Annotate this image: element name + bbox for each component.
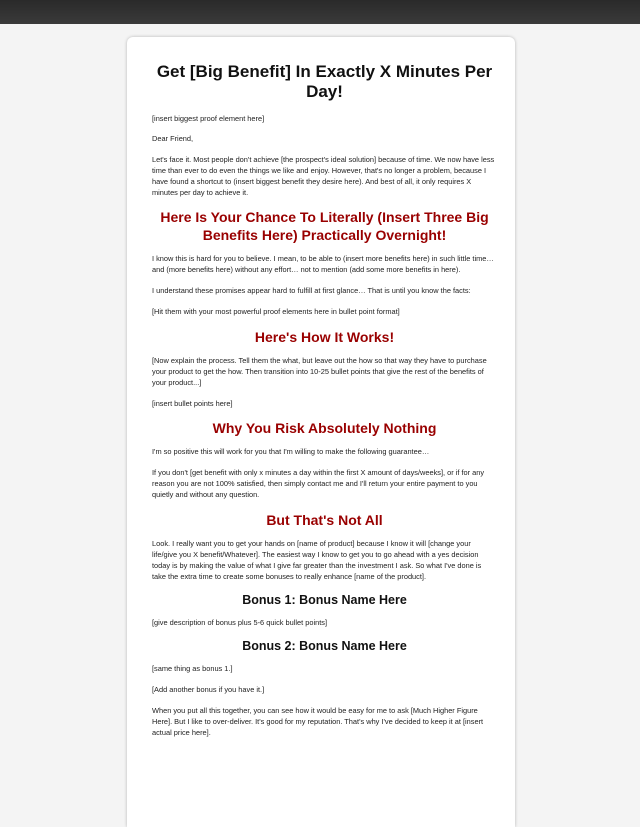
- proof-placeholder: [insert biggest proof element here]: [152, 114, 265, 123]
- sales-letter-page: [127, 37, 515, 827]
- add-bonus-paragraph: [Add another bonus if you have it.]: [152, 685, 265, 694]
- explain-process-paragraph: [Now explain the process. Tell them the what, but leave out the how so that way they have to purchase your product to get the how. Then transition into 10-25 bullet points that give the rest of the benefits of your product...]: [152, 356, 487, 387]
- subheadline-how-it-works: Here's How It Works!: [254, 329, 395, 345]
- bonus-1-title: Bonus 1: Bonus Name Here: [242, 593, 407, 607]
- browser-top-bar: [0, 0, 640, 24]
- promises-paragraph: I understand these promises appear hard to fulfill at first glance… That is until you know the facts:: [152, 286, 471, 295]
- bonus-2-description: [same thing as bonus 1.]: [152, 664, 233, 673]
- bonuses-intro-paragraph: Look. I really want you to get your hands on [name of product] because I know it will [change your life/give you X benefit/Whatever]. The easiest way I know to get you to go ahead with a yes decision today is by making the value of what I give far greater than the investment I ask. So what I've done is take the extra time to create some bonuses to really enhance [name of the product].: [152, 539, 482, 581]
- subheadline-risk: Why You Risk Absolutely Nothing: [212, 420, 437, 436]
- subheadline-chance: Here Is Your Chance To Literally (Insert Three Big Benefits Here) Practically Overnight!: [160, 209, 489, 243]
- greeting: Dear Friend,: [152, 134, 194, 143]
- intro-paragraph: Let's face it. Most people don't achieve [the prospect's ideal solution] because of time. We now have less time than ever to do even the things we like and enjoy. However, that's no longer a problem, because I have found a shortcut to (insert biggest benefit they desire here). And best of all, it only requires X minutes per day to achieve it.: [152, 155, 495, 197]
- positive-paragraph: I'm so positive this will work for you that I'm willing to make the following guarantee…: [152, 447, 430, 456]
- bonus-1-description: [give description of bonus plus 5-6 quick bullet points]: [152, 618, 328, 627]
- guarantee-paragraph: If you don't [get benefit with only x minutes a day within the first X amount of days/weeks], or if for any reason you are not 100% satisfied, then simply contact me and I'll return your entire payment to you quietly and without any question.: [152, 468, 485, 499]
- hard-to-believe-paragraph: I know this is hard for you to believe. I mean, to be able to (insert more benefits here) in such little time… and (more benefits here) without any effort… not to mention (add some more benefits in here).: [152, 254, 494, 274]
- subheadline-not-all: But That's Not All: [266, 512, 383, 528]
- proof-bullets-placeholder: [Hit them with your most powerful proof elements here in bullet point format]: [152, 307, 400, 316]
- bullet-points-placeholder: [insert bullet points here]: [152, 399, 233, 408]
- closing-paragraph: When you put all this together, you can see how it would be easy for me to ask [Much Higher Figure Here]. But I like to over-deliver. It's good for my reputation. That's why I've decided to keep it at [insert actual price here].: [152, 706, 484, 737]
- bonus-2-title: Bonus 2: Bonus Name Here: [242, 639, 407, 653]
- page-headline: Get [Big Benefit] In Exactly X Minutes Per Day!: [156, 62, 493, 101]
